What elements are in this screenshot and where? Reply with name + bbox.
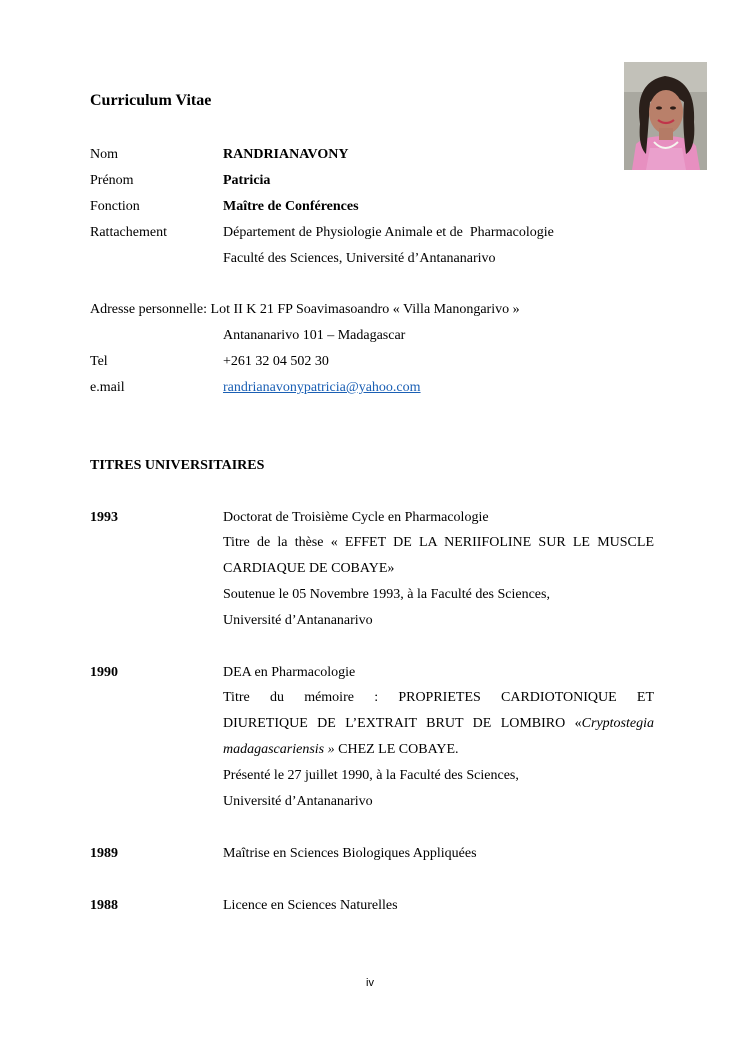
entry-1990-species-genus: Cryptostegia bbox=[581, 716, 654, 731]
entry-1990-line-1: DEA en Pharmacologie bbox=[223, 665, 356, 680]
entry-1989-line-1: Maîtrise en Sciences Biologiques Appliquées bbox=[223, 846, 477, 861]
email-label: e.mail bbox=[90, 380, 125, 395]
prenom-value: Patricia bbox=[223, 173, 271, 188]
year-1988: 1988 bbox=[90, 898, 118, 913]
entry-1993-line-3: CARDIAQUE DE COBAYE» bbox=[223, 561, 395, 576]
entry-1990-line-5: Présenté le 27 juillet 1990, à la Faculté des Sciences, bbox=[223, 768, 519, 783]
prenom-label: Prénom bbox=[90, 173, 134, 188]
entry-1988-line-1: Licence en Sciences Naturelles bbox=[223, 898, 398, 913]
profile-photo bbox=[624, 62, 707, 170]
year-1993: 1993 bbox=[90, 510, 118, 525]
entry-1993-line-2: Titre de la thèse « EFFET DE LA NERIIFOLINE SUR LE MUSCLE bbox=[223, 535, 654, 550]
fonction-value: Maître de Conférences bbox=[223, 199, 359, 214]
entry-1990-species-epithet: madagascariensis » bbox=[223, 742, 335, 757]
entry-1990-line-4 bbox=[223, 741, 459, 759]
cv-title: Curriculum Vitae bbox=[90, 92, 212, 109]
email-link[interactable]: randrianavonypatricia@yahoo.com bbox=[223, 380, 421, 395]
rattachement-line-2: Faculté des Sciences, Université d’Antananarivo bbox=[223, 251, 496, 266]
rattachement-line-1: Département de Physiologie Animale et de Pharmacologie bbox=[223, 225, 554, 240]
page-number: iv bbox=[366, 977, 374, 989]
entry-1993-line-4: Soutenue le 05 Novembre 1993, à la Faculté des Sciences, bbox=[223, 587, 550, 602]
fonction-label: Fonction bbox=[90, 199, 140, 214]
tel-label: Tel bbox=[90, 354, 108, 369]
adresse-line-2: Antananarivo 101 – Madagascar bbox=[223, 328, 406, 343]
entry-1993-line-1: Doctorat de Troisième Cycle en Pharmacologie bbox=[223, 510, 489, 525]
nom-value: RANDRIANAVONY bbox=[223, 147, 349, 162]
entry-1990-line-4-text: CHEZ LE COBAYE. bbox=[334, 742, 459, 757]
entry-1990-line-3-text: DIURETIQUE DE L’EXTRAIT BRUT DE LOMBIRO « bbox=[223, 716, 582, 731]
tel-value: +261 32 04 502 30 bbox=[223, 354, 329, 369]
entry-1990-line-3 bbox=[223, 715, 654, 733]
nom-label: Nom bbox=[90, 147, 118, 162]
adresse-line-1: Adresse personnelle: Lot II K 21 FP Soavimasoandro « Villa Manongarivo » bbox=[90, 302, 520, 317]
year-1990: 1990 bbox=[90, 665, 118, 680]
entry-1993-line-5: Université d’Antananarivo bbox=[223, 613, 373, 628]
entry-1990-line-6: Université d’Antananarivo bbox=[223, 794, 373, 809]
rattachement-label: Rattachement bbox=[90, 225, 167, 240]
year-1989: 1989 bbox=[90, 846, 118, 861]
entry-1990-line-2: Titre du mémoire : PROPRIETES CARDIOTONIQUE ET bbox=[223, 690, 654, 705]
section-title-titres: TITRES UNIVERSITAIRES bbox=[90, 458, 265, 473]
